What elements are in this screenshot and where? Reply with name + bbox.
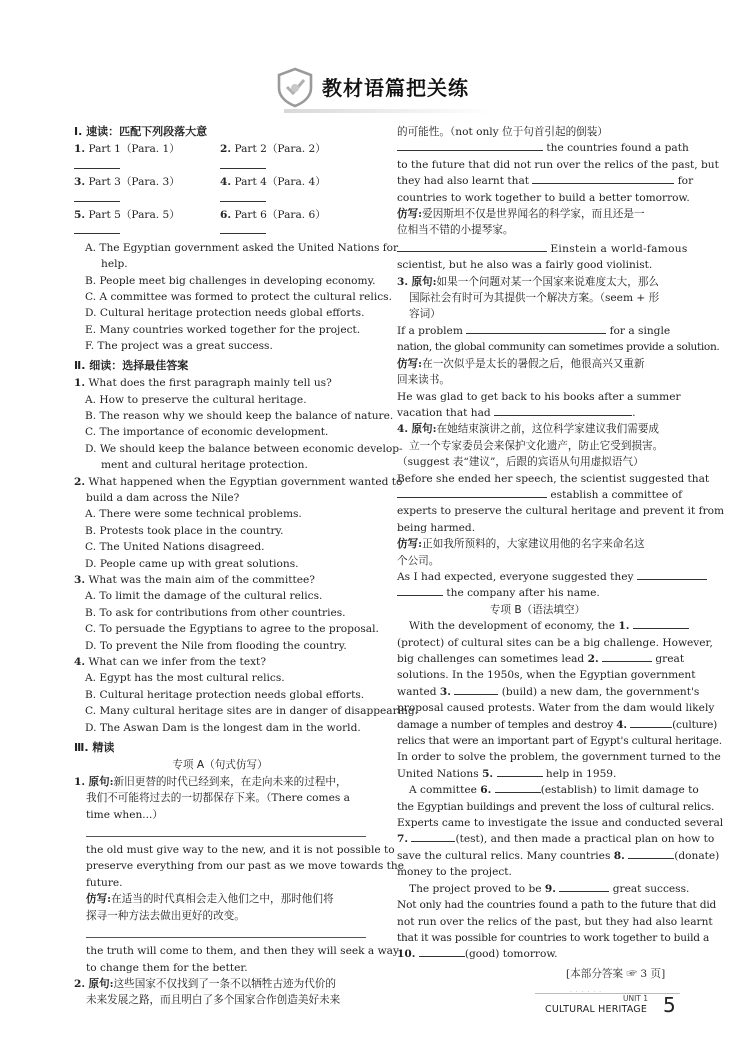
- sentence-text: to the future that did not run over the relics of the past, but: [397, 158, 719, 171]
- imitation-prompt: [74, 891, 366, 907]
- answer-line[interactable]: [86, 827, 366, 837]
- sentence-text: countries to work together to build a better tomorrow.: [397, 191, 690, 204]
- sentence-line: [397, 487, 683, 503]
- cloze-blank[interactable]: [628, 848, 674, 859]
- answer-blank[interactable]: [74, 223, 120, 234]
- sentence-line: [397, 585, 678, 601]
- match-option-cont: help.: [101, 258, 128, 271]
- passage-text: help in 1959.: [545, 767, 617, 780]
- imitation-text-cont: 探寻一种方法去做出更好的改变。: [86, 909, 245, 922]
- item-number: 4.: [74, 656, 86, 668]
- passage-text: (donate): [674, 849, 720, 862]
- choice-option[interactable]: A. How to preserve the cultural heritage.: [85, 393, 307, 406]
- sentence-text: establish a committee of: [550, 488, 683, 501]
- passage-text: In order to solve the problem, the government turned to the: [397, 751, 721, 764]
- passage-text: solutions. In the 1950s, when the Egyptian government: [397, 669, 696, 682]
- answer-blank[interactable]: [397, 241, 547, 252]
- item-number: 3.: [74, 176, 86, 189]
- original-text-cont: （suggest 表“建议”，后跟的宾语从句用虚拟语气）: [397, 456, 644, 469]
- imitation-prompt: [397, 206, 678, 222]
- original-text-cont: 国际社会有时可为其提供一个解决方案。（seem + 形: [409, 292, 660, 305]
- match-label: Part 3（Para. 3）: [88, 176, 180, 189]
- choice-option[interactable]: C. The importance of economic development.: [85, 426, 329, 439]
- sentence-text: .: [632, 406, 636, 419]
- passage-text: relics that were an important part of Egypt's cultural heritage.: [397, 735, 722, 748]
- cloze-line: [397, 717, 718, 733]
- passage-text: Not only had the countries found a path to the future that did: [397, 899, 717, 912]
- sentence-text: for a single: [609, 324, 671, 337]
- choice-option[interactable]: A. There were some technical problems.: [85, 508, 302, 521]
- cloze-blank[interactable]: [602, 651, 652, 662]
- original-text-cont: 容词）: [409, 308, 441, 321]
- cloze-line: [397, 618, 678, 634]
- choice-option[interactable]: B. To ask for contributions from other countries.: [85, 606, 346, 619]
- page-number: 5: [663, 993, 676, 1017]
- original-sentence: [397, 421, 678, 437]
- choice-option-cont: ment and cultural heritage protection.: [101, 459, 308, 472]
- sentence-text: to change them for the better.: [86, 961, 248, 974]
- passage-text: (build) a new dam, the government's: [501, 685, 700, 698]
- cloze-blank[interactable]: [633, 618, 689, 629]
- imitation-label: 仿写:: [397, 357, 423, 370]
- match-label: Part 1（Para. 1）: [88, 143, 180, 156]
- match-option: A. The Egyptian government asked the United Nations for: [85, 241, 399, 254]
- match-option: F. The project was a great success.: [85, 340, 273, 353]
- cloze-blank[interactable]: [497, 766, 543, 777]
- passage-text: damage a number of temples and destroy: [397, 718, 614, 731]
- sentence-text: As I had expected, everyone suggested they: [397, 570, 634, 583]
- passage-text: the Egyptian buildings and prevent the loss of cultural relics.: [397, 800, 715, 813]
- original-text-cont: 的可能性。（not only 位于句首引起的倒装）: [397, 126, 608, 138]
- match-label: Part 4（Para. 4）: [234, 176, 326, 189]
- match-option: E. Many countries worked together for the project.: [85, 323, 361, 336]
- sentence-line: [397, 140, 689, 156]
- blank-number: 5.: [482, 767, 494, 780]
- question-stem: [74, 654, 366, 670]
- question-text: What was the main aim of the committee?: [88, 573, 315, 586]
- original-sentence: [74, 976, 366, 992]
- blank-number: 6.: [480, 784, 492, 797]
- section-heading-1: Ⅰ. 速读：匹配下列段落大意: [74, 125, 208, 138]
- passage-text: (test), and then made a practical plan on how to: [455, 833, 715, 846]
- cloze-line: [397, 766, 678, 782]
- question-text-cont: build a dam across the Nile?: [86, 491, 240, 504]
- item-number: 2.: [220, 143, 232, 156]
- choice-option[interactable]: D. The Aswan Dam is the longest dam in the world.: [85, 721, 361, 734]
- item-number: 4.: [220, 176, 232, 189]
- sentence-text: the company after his name.: [446, 587, 600, 600]
- item-number: 5.: [74, 209, 86, 222]
- passage-text: that it was possible for countries to work together to build a: [397, 931, 710, 944]
- imitation-label: 仿写:: [397, 208, 423, 221]
- shield-check-logo: [274, 66, 316, 108]
- sentence-text: being harmed.: [397, 521, 476, 534]
- cloze-line: [397, 782, 699, 798]
- passage-text: Experts came to investigate the issue and conducted several: [397, 817, 724, 830]
- choice-option[interactable]: C. To persuade the Egyptians to agree to the proposal.: [85, 623, 379, 636]
- question-stem: [74, 572, 366, 588]
- sentence-text: the truth will come to them, and then they will seek a way: [86, 945, 399, 958]
- original-label: 原句:: [411, 423, 437, 436]
- answer-blank[interactable]: [74, 158, 120, 169]
- footer-rule: [535, 993, 680, 994]
- original-text: 如果一个问题对某一个国家来说难度太大，那么: [436, 275, 660, 288]
- imitation-prompt: [397, 536, 678, 552]
- answer-blank[interactable]: [397, 487, 547, 498]
- sentence-text: Einstein a world-famous: [550, 242, 688, 255]
- blank-number: 7.: [397, 833, 409, 846]
- sentence-text: If a problem: [397, 324, 463, 337]
- choice-option[interactable]: A. To limit the damage of the cultural relics.: [85, 590, 323, 603]
- cloze-blank[interactable]: [495, 782, 541, 793]
- passage-text: not run over the relics of the past, but they had also learnt: [397, 915, 713, 928]
- item-number: 3.: [397, 275, 409, 288]
- item-number: 1.: [74, 377, 86, 390]
- passage-text: big challenges can sometimes lead: [397, 653, 585, 665]
- choice-option[interactable]: D. People came up with great solutions.: [85, 557, 299, 570]
- original-label: 原句:: [88, 775, 114, 788]
- original-text: 在她结束演讲之前，这位科学家建议我们需要成: [436, 423, 660, 436]
- passage-text: The project proved to be: [409, 882, 542, 895]
- cloze-blank[interactable]: [559, 881, 609, 892]
- answer-blank[interactable]: [74, 191, 120, 202]
- question-text: What happened when the Egyptian government wanted to: [88, 475, 403, 488]
- passage-text: (establish) to limit damage to: [540, 784, 699, 797]
- imitation-text-cont: 个公司。: [397, 554, 440, 567]
- question-stem: [74, 375, 366, 391]
- imitation-text: 正如我所预料的，大家建议用他的名字来命名这: [422, 538, 645, 551]
- cloze-blank[interactable]: [411, 831, 455, 842]
- blank-number: 4.: [616, 718, 627, 731]
- passage-text: United Nations: [397, 767, 479, 780]
- item-number: 6.: [220, 209, 232, 222]
- item-number: 4.: [397, 423, 409, 436]
- unit-title: CULTURAL HERITAGE: [545, 1004, 648, 1015]
- match-option: D. Cultural heritage protection needs global efforts.: [85, 307, 365, 320]
- original-text: 这些国家不仅找到了一条不以牺牲古迹为代价的: [113, 977, 337, 990]
- section-heading-3: Ⅲ. 精读: [74, 741, 115, 755]
- answer-blank[interactable]: [220, 191, 266, 202]
- item-number: 2.: [74, 475, 86, 488]
- passage-text: great success.: [612, 882, 690, 895]
- question-text: What does the first paragraph mainly tell us?: [88, 377, 332, 390]
- footer-dots-decoration: · · · · · ·: [570, 989, 602, 996]
- section-header: [260, 62, 520, 114]
- item-number: 1.: [74, 143, 86, 156]
- sentence-line: [397, 241, 688, 257]
- sentence-text: future.: [86, 876, 123, 889]
- imitation-text-cont: 位相当不错的小提琴家。: [397, 224, 514, 237]
- original-text: 新旧更替的时代已经到来，在走向未来的过程中，: [113, 775, 347, 788]
- original-label: 原句:: [88, 977, 114, 990]
- sentence-line: [397, 323, 678, 339]
- match-row: [74, 141, 366, 174]
- item-number: 2.: [74, 977, 86, 990]
- sentence-text: He was glad to get back to his books after a summer: [397, 390, 681, 403]
- question-stem: [74, 474, 403, 490]
- choice-option[interactable]: B. Cultural heritage protection needs global efforts.: [85, 688, 365, 701]
- sentence-text: vacation that had: [397, 406, 491, 419]
- cloze-blank[interactable]: [630, 717, 672, 728]
- blank-number: 10.: [397, 948, 416, 961]
- choice-option[interactable]: B. Protests took place in the country.: [85, 524, 284, 537]
- cloze-blank[interactable]: [419, 946, 465, 957]
- answer-blank[interactable]: [466, 323, 606, 334]
- choice-option[interactable]: B. The reason why we should keep the balance of nature.: [85, 409, 394, 422]
- sentence-line: [397, 173, 694, 189]
- passage-text: proposal caused protests. Water from the dam would likely: [397, 702, 715, 715]
- blank-number: 9.: [544, 882, 556, 895]
- subsection-heading-b: 专项 B（语法填空）: [489, 603, 586, 616]
- sentence-text: the old must give way to the new, and it is not possible to: [86, 844, 395, 857]
- page-footer: [535, 990, 680, 1020]
- sentence-text: scientist, but he also was a fairly good violinist.: [397, 259, 653, 272]
- cloze-blank[interactable]: [454, 684, 498, 695]
- passage-text: money to the project.: [397, 866, 512, 879]
- blank-number: 1.: [618, 620, 630, 633]
- answer-blank[interactable]: [494, 405, 632, 416]
- question-text: What can we infer from the text?: [88, 656, 266, 668]
- sentence-line: [397, 569, 678, 585]
- imitation-text: 在适当的时代真相会走入他们之中，那时他们将: [111, 893, 334, 906]
- cloze-line: [397, 831, 715, 847]
- imitation-text: 爱因斯坦不仅是世界闻名的科学家，而且还是一: [422, 208, 645, 221]
- match-option: B. People meet big challenges in developing economy.: [85, 274, 376, 287]
- answer-blank[interactable]: [220, 158, 266, 169]
- cloze-line: [397, 881, 690, 897]
- original-text-cont: 未来发展之路，而且明白了多个国家合作创造美好未来: [86, 994, 341, 1007]
- match-label: Part 5（Para. 5）: [88, 209, 180, 222]
- passage-text: wanted: [397, 685, 437, 698]
- sentence-text: preserve everything from our past as we move towards the: [86, 860, 404, 873]
- passage-text: (good) tomorrow.: [464, 948, 558, 961]
- item-number: 3.: [74, 573, 86, 586]
- choice-option[interactable]: C. The United Nations disagreed.: [85, 541, 265, 554]
- blank-number: 2.: [587, 653, 599, 665]
- answer-blank[interactable]: [397, 585, 443, 596]
- header-rule: [284, 109, 494, 113]
- answer-blank[interactable]: [637, 569, 707, 580]
- sentence-text: the countries found a path: [546, 142, 689, 155]
- blank-number: 8.: [613, 849, 625, 862]
- sentence-text: for: [677, 175, 694, 188]
- answer-line[interactable]: [86, 928, 366, 938]
- passage-text: (protect) of cultural sites can be a big challenge. However,: [397, 636, 713, 649]
- cloze-line: [397, 848, 720, 864]
- answer-page-note: [本部分答案 ☞ 3 页]: [566, 968, 666, 980]
- passage-text: A committee: [409, 784, 477, 797]
- imitation-prompt: [397, 356, 678, 372]
- original-text-cont: 我们不可能将过去的一切都保存下来。（There comes a: [86, 792, 350, 805]
- subsection-heading-a: 专项 A（句式仿写）: [172, 759, 268, 772]
- sentence-text: nation, the global community can sometimes provide a solution.: [397, 341, 720, 354]
- sentence-text: they had also learnt that: [397, 175, 530, 188]
- original-text-cont: 立一个专家委员会来保护文化遗产，防止它受到损害。: [409, 439, 664, 452]
- choice-option[interactable]: A. Egypt has the most cultural relics.: [85, 672, 285, 685]
- cloze-line: [397, 651, 685, 667]
- cloze-line: [397, 946, 678, 962]
- sentence-line: [397, 405, 678, 421]
- match-label: Part 6（Para. 6）: [234, 209, 326, 222]
- sentence-text: Before she ended her speech, the scientist suggested that: [397, 472, 710, 485]
- section-heading-2: Ⅱ. 细读：选择最佳答案: [74, 358, 189, 372]
- blank-number: 3.: [439, 685, 451, 698]
- choice-option[interactable]: C. Many cultural heritage sites are in danger of disappearing.: [85, 705, 419, 718]
- answer-blank[interactable]: [397, 140, 543, 151]
- imitation-label: 仿写:: [86, 893, 112, 906]
- sentence-text: experts to preserve the cultural heritage and prevent it from: [397, 505, 725, 518]
- cloze-line: [397, 684, 700, 700]
- passage-text: great: [655, 653, 685, 665]
- imitation-text-cont: 回来读书。: [397, 374, 450, 387]
- answer-blank[interactable]: [220, 223, 266, 234]
- item-number: 1.: [74, 775, 86, 788]
- passage-text: (culture): [672, 718, 718, 731]
- answer-blank[interactable]: [532, 173, 674, 184]
- original-sentence: [74, 774, 366, 790]
- original-text-cont: time when...）: [86, 808, 164, 821]
- match-label: Part 2（Para. 2）: [234, 143, 326, 156]
- passage-text: With the development of economy, the: [409, 620, 616, 633]
- match-row: [74, 207, 366, 240]
- match-option: C. A committee was formed to protect the cultural relics.: [85, 291, 392, 304]
- match-row: [74, 174, 366, 207]
- original-sentence: [397, 274, 678, 290]
- choice-option[interactable]: D. To prevent the Nile from flooding the country.: [85, 639, 347, 652]
- right-column: [397, 124, 725, 963]
- original-label: 原句:: [411, 275, 437, 288]
- unit-label: UNIT 1: [623, 994, 649, 1003]
- imitation-label: 仿写:: [397, 538, 423, 551]
- choice-option[interactable]: D. We should keep the balance between economic develop-: [85, 442, 403, 455]
- imitation-text: 在一次似乎是太长的暑假之后，他很高兴又重新: [422, 357, 645, 370]
- passage-text: save the cultural relics. Many countries: [397, 849, 611, 862]
- page-title: 教材语篇把关练: [322, 76, 469, 100]
